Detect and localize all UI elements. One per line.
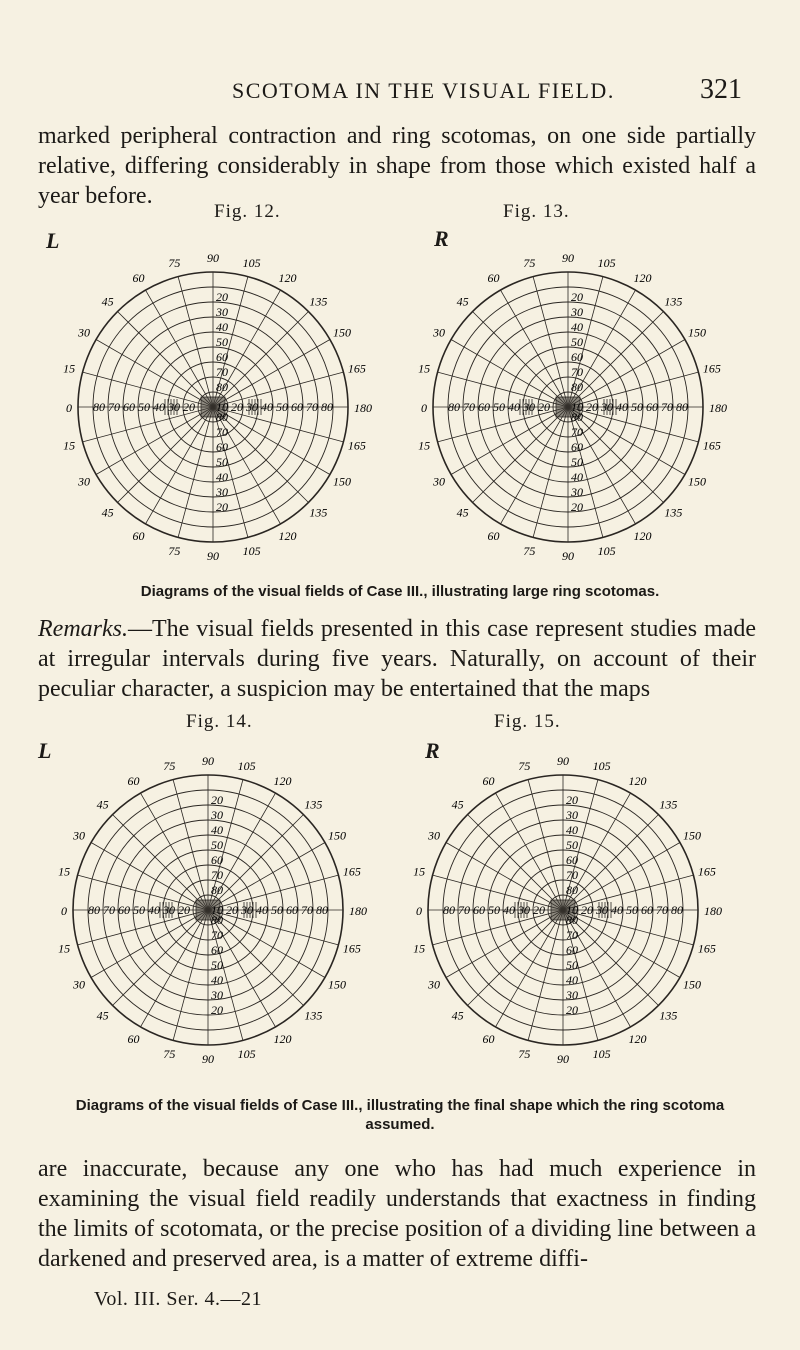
fig15-meridian-label: 165: [697, 864, 716, 879]
fig12-meridian-label: 15: [63, 438, 76, 453]
remarks-label: Remarks.: [38, 616, 128, 642]
fig12-meridian-label: 165: [347, 361, 366, 376]
fig15-meridian-label: 75: [518, 759, 531, 774]
fig15-meridian-label: 180: [704, 904, 722, 918]
paragraph-1: marked peripheral contraction and ring scotomas, on one side partially relative, differing considerably in shape from those which existed half a year before.: [38, 123, 756, 209]
fig13-meridian-label: 90: [562, 549, 574, 563]
fig15-meridian-label: 0: [416, 904, 422, 918]
fig15-horizontal-label: 40: [503, 903, 515, 917]
fig12-ring-label: 40: [216, 470, 228, 484]
fig14-horizontal-label: 20: [178, 903, 190, 917]
fig13-horizontal-label: 20: [586, 400, 598, 414]
fig13-meridian-label: 45: [456, 505, 469, 520]
figure-13-label: Fig. 13.: [503, 201, 570, 222]
caption-bottom-line-1: Diagrams of the visual fields of Case III., illustrating the final shape which the ring scotoma: [75, 1097, 725, 1114]
fig14-horizontal-label: 80: [88, 903, 100, 917]
fig13-horizontal-label: 80: [448, 400, 460, 414]
fig15-meridian-label: 60: [482, 774, 495, 788]
fig13-meridian-label: 165: [702, 438, 721, 453]
fig15-meridian-label: 15: [413, 941, 426, 956]
fig13-meridian-label: 30: [433, 325, 445, 340]
figure-12-side-label: L: [46, 228, 60, 253]
fig13-horizontal-label: 60: [646, 400, 658, 414]
fig14-meridian-label: 15: [58, 864, 71, 879]
fig13-ring-label: 70: [571, 425, 583, 439]
fig14-horizontal-label: 50: [271, 903, 283, 917]
fig13-meridian-label: 0: [421, 401, 427, 415]
fig12-horizontal-label: 30: [246, 400, 258, 414]
fig13-horizontal-label: 60: [478, 400, 490, 414]
fig12-meridian-label: 180: [354, 401, 372, 415]
figure-14-side-label: L: [38, 738, 52, 763]
fig15-meridian-label: 60: [482, 1032, 495, 1046]
fig15-meridian-label: 90: [557, 1052, 569, 1066]
fig12-meridian-label: 135: [309, 505, 328, 520]
fig12-meridian-label: 15: [63, 361, 76, 376]
fig14-meridian-label: 150: [328, 977, 346, 992]
fig14-meridian-label: 45: [96, 1008, 109, 1023]
fig15-meridian-label: 45: [451, 797, 464, 812]
fig14-ring-label: 70: [211, 868, 223, 882]
fig12-ring-label: 30: [216, 305, 228, 319]
fig13-ring-label: 50: [571, 455, 583, 469]
fig14-horizontal-label: 30: [163, 903, 175, 917]
fig15-horizontal-label: 20: [581, 903, 593, 917]
fig12-ring-label: 20: [216, 500, 228, 514]
paragraph-2: [38, 614, 756, 704]
fig14-ring-label: 20: [211, 1003, 223, 1017]
fig14-horizontal-label: 60: [286, 903, 298, 917]
fig12-horizontal-label: 10: [216, 400, 228, 414]
fig13-horizontal-label: 70: [463, 400, 475, 414]
fig12-horizontal-label: 30: [168, 400, 180, 414]
fig15-ring-label: 30: [566, 808, 578, 822]
fig14-ring-label: 60: [211, 943, 223, 957]
fig14-ring-label: 70: [211, 928, 223, 942]
fig14-meridian-label: 90: [202, 1052, 214, 1066]
fig15-ring-label: 80: [566, 913, 578, 927]
fig14-meridian-label: 15: [58, 941, 71, 956]
fig13-horizontal-label: 70: [661, 400, 673, 414]
fig13-meridian-label: 30: [433, 474, 445, 489]
fig14-meridian-label: 135: [304, 797, 323, 812]
running-head: SCOTOMA IN THE VISUAL FIELD.: [232, 78, 615, 103]
fig15-meridian-label: 120: [628, 774, 647, 788]
fig14-meridian-label: 165: [342, 941, 361, 956]
fig15-meridian-label: 120: [628, 1032, 647, 1046]
fig13-meridian-label: 15: [418, 438, 431, 453]
fig12-meridian-label: 45: [101, 505, 114, 520]
figure-12-label: Fig. 12.: [214, 201, 281, 222]
figure-15-label: Fig. 15.: [494, 711, 561, 732]
fig13-horizontal-label: 50: [493, 400, 505, 414]
fig12-horizontal-label: 70: [108, 400, 120, 414]
caption-bottom-line-2: assumed.: [365, 1116, 435, 1133]
fig13-meridian-label: 60: [487, 529, 500, 543]
fig15-meridian-label: 75: [518, 1046, 531, 1061]
page-footer: Vol. III. Ser. 4.—21: [94, 1288, 262, 1310]
fig12-meridian-label: 60: [132, 529, 145, 543]
fig14-horizontal-label: 50: [133, 903, 145, 917]
fig14-ring-label: 60: [211, 853, 223, 867]
fig15-ring-label: 50: [566, 838, 578, 852]
fig15-meridian-label: 15: [413, 864, 426, 879]
fig12-meridian-label: 45: [101, 294, 114, 309]
fig13-horizontal-label: 50: [631, 400, 643, 414]
fig13-ring-label: 80: [571, 380, 583, 394]
fig13-ring-label: 70: [571, 365, 583, 379]
caption-top: Diagrams of the visual fields of Case III., illustrating large ring scotomas.: [140, 583, 660, 600]
fig13-horizontal-label: 30: [523, 400, 535, 414]
fig13-meridian-label: 120: [633, 271, 652, 285]
fig15-horizontal-label: 30: [596, 903, 608, 917]
fig14-horizontal-label: 10: [211, 903, 223, 917]
fig15-ring-label: 70: [566, 868, 578, 882]
fig14-meridian-label: 45: [96, 797, 109, 812]
fig14-ring-label: 80: [211, 883, 223, 897]
fig13-ring-label: 80: [571, 410, 583, 424]
fig14-ring-label: 50: [211, 958, 223, 972]
fig15-horizontal-label: 60: [641, 903, 653, 917]
fig15-horizontal-label: 30: [518, 903, 530, 917]
fig15-meridian-label: 135: [659, 1008, 678, 1023]
fig12-ring-label: 80: [216, 380, 228, 394]
figure-13-side-label: R: [434, 226, 449, 251]
fig14-ring-label: 40: [211, 973, 223, 987]
fig15-ring-label: 40: [566, 973, 578, 987]
fig14-horizontal-label: 30: [241, 903, 253, 917]
fig12-meridian-label: 150: [333, 474, 351, 489]
paragraph-3: are inaccurate, because any one who has had much experience in examining the visual field readily understands that exactness in finding the limits of scotomata, or the precise position of a dividing line between a darkened and preserved area, is a matter of extreme diffi-: [38, 1156, 756, 1272]
fig15-meridian-label: 30: [428, 977, 440, 992]
fig12-horizontal-label: 20: [231, 400, 243, 414]
fig14-meridian-label: 75: [163, 759, 176, 774]
fig12-meridian-label: 30: [78, 325, 90, 340]
fig15-ring-label: 80: [566, 883, 578, 897]
fig15-ring-label: 70: [566, 928, 578, 942]
fig12-meridian-label: 60: [132, 271, 145, 285]
fig15-horizontal-label: 10: [566, 903, 578, 917]
fig13-meridian-label: 15: [418, 361, 431, 376]
fig12-horizontal-label: 80: [321, 400, 333, 414]
fig14-meridian-label: 120: [273, 774, 292, 788]
fig13-meridian-label: 150: [688, 474, 706, 489]
fig13-horizontal-label: 40: [616, 400, 628, 414]
fig13-meridian-label: 105: [597, 543, 616, 558]
fig13-meridian-label: 75: [523, 543, 536, 558]
fig14-meridian-label: 0: [61, 904, 67, 918]
fig12-ring-label: 40: [216, 320, 228, 334]
fig12-horizontal-label: 50: [138, 400, 150, 414]
fig12-horizontal-label: 40: [261, 400, 273, 414]
fig12-meridian-label: 150: [333, 325, 351, 340]
fig12-meridian-label: 75: [168, 256, 181, 271]
fig14-meridian-label: 30: [73, 828, 85, 843]
fig15-meridian-label: 45: [451, 1008, 464, 1023]
fig13-ring-label: 50: [571, 335, 583, 349]
page-header: [0, 74, 800, 112]
fig13-horizontal-label: 10: [571, 400, 583, 414]
fig12-meridian-label: 0: [66, 401, 72, 415]
fig15-ring-label: 20: [566, 793, 578, 807]
fig12-horizontal-label: 60: [123, 400, 135, 414]
fig15-meridian-label: 105: [592, 1046, 611, 1061]
fig14-meridian-label: 60: [127, 774, 140, 788]
fig13-ring-label: 30: [571, 485, 583, 499]
fig15-horizontal-label: 50: [626, 903, 638, 917]
fig12-meridian-label: 120: [278, 271, 297, 285]
fig14-meridian-label: 165: [342, 864, 361, 879]
fig15-meridian-label: 150: [683, 828, 701, 843]
fig14-ring-label: 40: [211, 823, 223, 837]
fig14-meridian-label: 105: [237, 759, 256, 774]
fig14-meridian-label: 30: [73, 977, 85, 992]
fig13-meridian-label: 120: [633, 529, 652, 543]
fig12-ring-label: 60: [216, 440, 228, 454]
fig14-meridian-label: 60: [127, 1032, 140, 1046]
fig15-meridian-label: 135: [659, 797, 678, 812]
figure-15-side-label: R: [425, 738, 440, 763]
fig12-ring-label: 30: [216, 485, 228, 499]
fig13-ring-label: 20: [571, 290, 583, 304]
fig14-meridian-label: 135: [304, 1008, 323, 1023]
fig12-meridian-label: 90: [207, 251, 219, 265]
fig14-meridian-label: 180: [349, 904, 367, 918]
fig13-meridian-label: 180: [709, 401, 727, 415]
fig12-meridian-label: 90: [207, 549, 219, 563]
fig13-ring-label: 40: [571, 320, 583, 334]
remarks-body: —The visual fields presented in this case represent studies made at irregular intervals during five years. Naturally, on account of their peculiar character, a suspicion may be entertained that the maps: [38, 616, 756, 702]
fig12-ring-label: 50: [216, 335, 228, 349]
figure-14-visual-field-diagram: [53, 754, 367, 1075]
fig14-ring-label: 50: [211, 838, 223, 852]
fig14-horizontal-label: 20: [226, 903, 238, 917]
fig12-horizontal-label: 20: [183, 400, 195, 414]
figure-12-visual-field-diagram: [58, 251, 372, 572]
fig14-horizontal-label: 40: [148, 903, 160, 917]
fig13-ring-label: 20: [571, 500, 583, 514]
fig12-meridian-label: 135: [309, 294, 328, 309]
fig14-ring-label: 80: [211, 913, 223, 927]
fig13-meridian-label: 75: [523, 256, 536, 271]
fig14-horizontal-label: 40: [256, 903, 268, 917]
fig12-horizontal-label: 70: [306, 400, 318, 414]
fig14-ring-label: 30: [211, 988, 223, 1002]
fig15-ring-label: 40: [566, 823, 578, 837]
fig14-ring-label: 30: [211, 808, 223, 822]
fig13-meridian-label: 165: [702, 361, 721, 376]
fig14-meridian-label: 75: [163, 1046, 176, 1061]
fig13-meridian-label: 45: [456, 294, 469, 309]
fig13-ring-label: 30: [571, 305, 583, 319]
fig15-horizontal-label: 50: [488, 903, 500, 917]
fig15-ring-label: 60: [566, 943, 578, 957]
fig14-horizontal-label: 70: [103, 903, 115, 917]
figure-13-visual-field-diagram: [413, 251, 727, 572]
fig13-ring-label: 60: [571, 350, 583, 364]
fig12-ring-label: 80: [216, 410, 228, 424]
fig15-meridian-label: 90: [557, 754, 569, 768]
fig13-horizontal-label: 40: [508, 400, 520, 414]
fig14-meridian-label: 90: [202, 754, 214, 768]
fig14-meridian-label: 120: [273, 1032, 292, 1046]
fig13-meridian-label: 150: [688, 325, 706, 340]
fig15-horizontal-label: 60: [473, 903, 485, 917]
fig13-meridian-label: 90: [562, 251, 574, 265]
fig15-horizontal-label: 40: [611, 903, 623, 917]
fig15-horizontal-label: 70: [656, 903, 668, 917]
fig15-ring-label: 20: [566, 1003, 578, 1017]
fig12-ring-label: 20: [216, 290, 228, 304]
figure-14-label: Fig. 14.: [186, 711, 253, 732]
fig15-horizontal-label: 80: [443, 903, 455, 917]
fig12-horizontal-label: 80: [93, 400, 105, 414]
fig12-ring-label: 50: [216, 455, 228, 469]
fig12-meridian-label: 105: [242, 543, 261, 558]
fig12-ring-label: 70: [216, 365, 228, 379]
fig13-meridian-label: 135: [664, 505, 683, 520]
fig15-ring-label: 50: [566, 958, 578, 972]
fig15-ring-label: 60: [566, 853, 578, 867]
fig15-ring-label: 30: [566, 988, 578, 1002]
fig12-ring-label: 60: [216, 350, 228, 364]
fig13-horizontal-label: 30: [601, 400, 613, 414]
fig13-ring-label: 60: [571, 440, 583, 454]
fig15-meridian-label: 30: [428, 828, 440, 843]
fig14-horizontal-label: 80: [316, 903, 328, 917]
fig13-meridian-label: 135: [664, 294, 683, 309]
fig14-ring-label: 20: [211, 793, 223, 807]
fig12-horizontal-label: 60: [291, 400, 303, 414]
fig15-meridian-label: 105: [592, 759, 611, 774]
fig13-meridian-label: 60: [487, 271, 500, 285]
fig13-horizontal-label: 80: [676, 400, 688, 414]
figure-15-visual-field-diagram: [408, 754, 722, 1075]
fig13-meridian-label: 105: [597, 256, 616, 271]
fig12-meridian-label: 30: [78, 474, 90, 489]
fig14-meridian-label: 150: [328, 828, 346, 843]
fig12-meridian-label: 105: [242, 256, 261, 271]
fig14-horizontal-label: 60: [118, 903, 130, 917]
fig12-meridian-label: 165: [347, 438, 366, 453]
fig13-horizontal-label: 20: [538, 400, 550, 414]
fig12-horizontal-label: 50: [276, 400, 288, 414]
fig12-ring-label: 70: [216, 425, 228, 439]
fig12-horizontal-label: 40: [153, 400, 165, 414]
fig15-meridian-label: 165: [697, 941, 716, 956]
fig15-horizontal-label: 80: [671, 903, 683, 917]
page-number: 321: [700, 74, 742, 105]
fig12-meridian-label: 75: [168, 543, 181, 558]
fig13-ring-label: 40: [571, 470, 583, 484]
fig12-meridian-label: 120: [278, 529, 297, 543]
fig15-horizontal-label: 70: [458, 903, 470, 917]
fig15-meridian-label: 150: [683, 977, 701, 992]
fig14-horizontal-label: 70: [301, 903, 313, 917]
fig15-horizontal-label: 20: [533, 903, 545, 917]
fig14-meridian-label: 105: [237, 1046, 256, 1061]
